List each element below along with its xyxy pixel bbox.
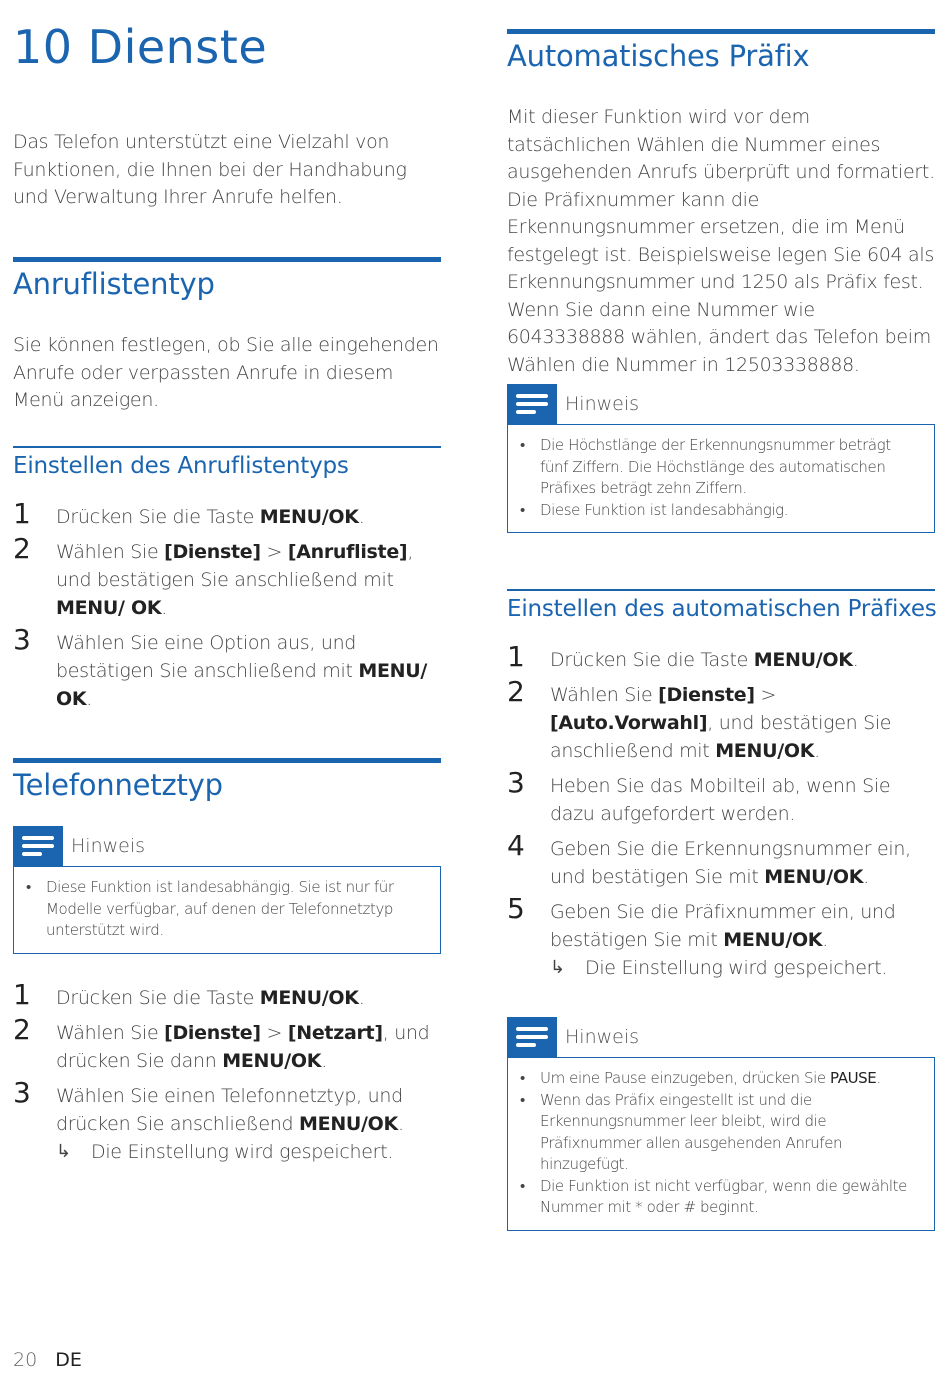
step-text: .: [86, 688, 93, 710]
note-label: Hinweis: [565, 1026, 640, 1048]
note-network: [13, 826, 441, 954]
note-icon: [507, 1017, 557, 1057]
note-box: [507, 1057, 935, 1231]
note-box: [13, 866, 441, 954]
key-label: MENU/OK: [715, 740, 815, 762]
menu-label: [Dienste]: [164, 541, 261, 563]
step-text: .: [814, 740, 820, 762]
step-text: , und bestätigen Sie anschließend mit: [550, 712, 892, 762]
subsection-rule: [507, 589, 935, 591]
step-item: [507, 766, 935, 828]
step-text: >: [260, 541, 288, 563]
chapter-title: 10 Dienste: [13, 20, 268, 74]
note-icon: [13, 826, 63, 866]
step-text: >: [754, 684, 777, 706]
call-list-text: Sie können festlegen, ob Sie alle eingehenden Anrufe oder verpassten Anrufe in diesem Menü anzeigen.: [13, 334, 439, 411]
key-label: MENU/OK: [723, 929, 823, 951]
step-text: .: [852, 649, 859, 671]
key-label: MENU/OK: [753, 649, 853, 671]
step-text: , und drücken Sie dann: [56, 1022, 430, 1072]
step-item: [507, 892, 935, 982]
step-result: [56, 1138, 441, 1166]
step-item: [13, 1013, 441, 1075]
step-text: .: [822, 929, 828, 951]
step-item: [13, 978, 441, 1012]
menu-label: [Dienste]: [658, 684, 755, 706]
step-text: Drücken Sie die Taste: [550, 649, 754, 671]
step-number: 2: [13, 532, 31, 565]
step-text: Drücken Sie die Taste: [56, 506, 260, 528]
section-title-network: Telefonnetztyp: [13, 768, 223, 802]
step-result: [550, 954, 935, 982]
step-number: 1: [13, 497, 31, 530]
step-text: Geben Sie die Erkennungsnummer ein, und bestätigen Sie mit: [550, 838, 911, 888]
step-text: Wählen Sie einen Telefonnetztyp, und drücken Sie anschließend: [56, 1085, 403, 1135]
step-item: [507, 675, 935, 765]
step-text: .: [863, 866, 869, 888]
step-text: Wählen Sie eine Option aus, und bestätigen Sie anschließend mit: [56, 632, 359, 682]
step-item: [13, 1076, 441, 1166]
section-rule: [13, 257, 441, 262]
auto-prefix-steps: [507, 640, 935, 989]
step-number: 2: [13, 1013, 31, 1046]
page-number: 20: [13, 1349, 38, 1371]
key-label: MENU/ OK: [56, 597, 162, 619]
language-code: DE: [55, 1349, 82, 1371]
note-item: • Diese Funktion ist landesabhängig.: [520, 500, 922, 522]
key-label: PAUSE: [830, 1069, 877, 1087]
step-number: 3: [13, 1076, 31, 1109]
step-text: .: [321, 1050, 327, 1072]
subsection-title-call-list: Einstellen des Anruflistentyps: [13, 453, 349, 479]
note-text: Um eine Pause einzugeben, drücken Sie: [540, 1069, 831, 1087]
menu-label: [Auto.Vorwahl]: [550, 712, 708, 734]
note-auto-prefix-2: [507, 1017, 935, 1231]
result-text: Die Einstellung wird gespeichert.: [585, 957, 888, 979]
step-text: , und bestätigen Sie anschließend mit: [56, 541, 414, 591]
step-item: [13, 623, 441, 713]
section-title-auto-prefix: Automatisches Präfix: [507, 39, 810, 73]
step-number: 4: [507, 829, 525, 862]
menu-label: [Netzart]: [287, 1022, 383, 1044]
note-item: • Die Höchstlänge der Erkennungsnummer beträgt fünf Ziffern. Die Höchstlänge des automatischen Präfixes beträgt zehn Ziffern.: [520, 435, 922, 500]
key-label: MENU/OK: [222, 1050, 322, 1072]
note-item: • Wenn das Präfix eingestellt ist und die Erkennungsnummer leer bleibt, wird die Präfixnummer allen ausgehenden Anrufen hinzugefügt.: [520, 1090, 922, 1176]
key-label: MENU/OK: [299, 1113, 398, 1135]
call-list-steps: [13, 497, 441, 720]
step-text: .: [358, 987, 365, 1009]
note-text: .: [876, 1069, 881, 1087]
step-text: Wählen Sie: [56, 541, 165, 563]
note-header: [507, 1017, 935, 1057]
network-steps: [13, 978, 441, 1173]
intro-text: Das Telefon unterstützt eine Vielzahl von Funktionen, die Ihnen bei der Handhabung und Verwaltung Ihrer Anrufe helfen.: [13, 131, 407, 208]
key-label: MENU/ OK: [56, 660, 428, 710]
auto-prefix-text: Mit dieser Funktion wird vor dem tatsächlichen Wählen die Nummer eines ausgehenden Anrufs überprüft und formatiert. Die Präfixnummer kann die Erkennungsnummer ersetzen, die im Menü festgelegt ist. Beispielsweise legen Sie 604 als Erkennungsnummer und 1250 als Präfix fest. Wenn Sie dann eine Nummer wie 6043338888 wählen, ändert das Telefon beim Wählen die Nummer in 12503338888.: [507, 106, 935, 376]
note-item: [520, 1068, 922, 1090]
step-text: .: [161, 597, 167, 619]
step-number: 3: [13, 623, 31, 656]
result-text: Die Einstellung wird gespeichert.: [91, 1141, 394, 1163]
section-title-call-list: Anruflistentyp: [13, 267, 215, 301]
subsection-title-auto-prefix: Einstellen des automatischen Präfixes: [507, 596, 937, 622]
note-header: [13, 826, 441, 866]
step-number: 5: [507, 892, 525, 925]
section-rule: [13, 758, 441, 763]
menu-label: [Dienste]: [164, 1022, 261, 1044]
note-icon: [507, 384, 557, 424]
step-number: 3: [507, 766, 525, 799]
key-label: MENU/OK: [764, 866, 864, 888]
step-text: .: [397, 1113, 404, 1135]
menu-label: [Anrufliste]: [287, 541, 408, 563]
step-text: Geben Sie die Präfixnummer ein, und bestätigen Sie mit: [550, 901, 896, 951]
step-text: Wählen Sie: [56, 1022, 165, 1044]
note-item: • Die Funktion ist nicht verfügbar, wenn die gewählte Nummer mit * oder # beginnt.: [520, 1176, 922, 1219]
key-label: MENU/OK: [259, 506, 359, 528]
step-text: >: [260, 1022, 288, 1044]
step-item: [507, 829, 935, 891]
note-item: • Diese Funktion ist landesabhängig. Sie ist nur für Modelle verfügbar, auf denen der Telefonnetztyp unterstützt wird.: [26, 877, 428, 942]
note-label: Hinweis: [565, 393, 640, 415]
step-item: [13, 497, 441, 531]
note-label: Hinweis: [71, 835, 146, 857]
note-header: [507, 384, 935, 424]
step-item: [507, 640, 935, 674]
step-text: .: [358, 506, 365, 528]
step-number: 1: [507, 640, 525, 673]
result-arrow-icon: ↳: [56, 1141, 71, 1162]
step-number: 2: [507, 675, 525, 708]
result-arrow-icon: ↳: [550, 957, 565, 978]
subsection-rule: [13, 446, 441, 448]
note-box: [507, 424, 935, 533]
page-footer: [13, 1349, 82, 1371]
step-item: [13, 532, 441, 622]
step-number: 1: [13, 978, 31, 1011]
key-label: MENU/OK: [259, 987, 359, 1009]
step-text: Wählen Sie: [550, 684, 659, 706]
step-text: Heben Sie das Mobilteil ab, wenn Sie dazu aufgefordert werden.: [550, 775, 891, 825]
step-text: Drücken Sie die Taste: [56, 987, 260, 1009]
note-auto-prefix: [507, 384, 935, 533]
section-rule: [507, 29, 935, 34]
